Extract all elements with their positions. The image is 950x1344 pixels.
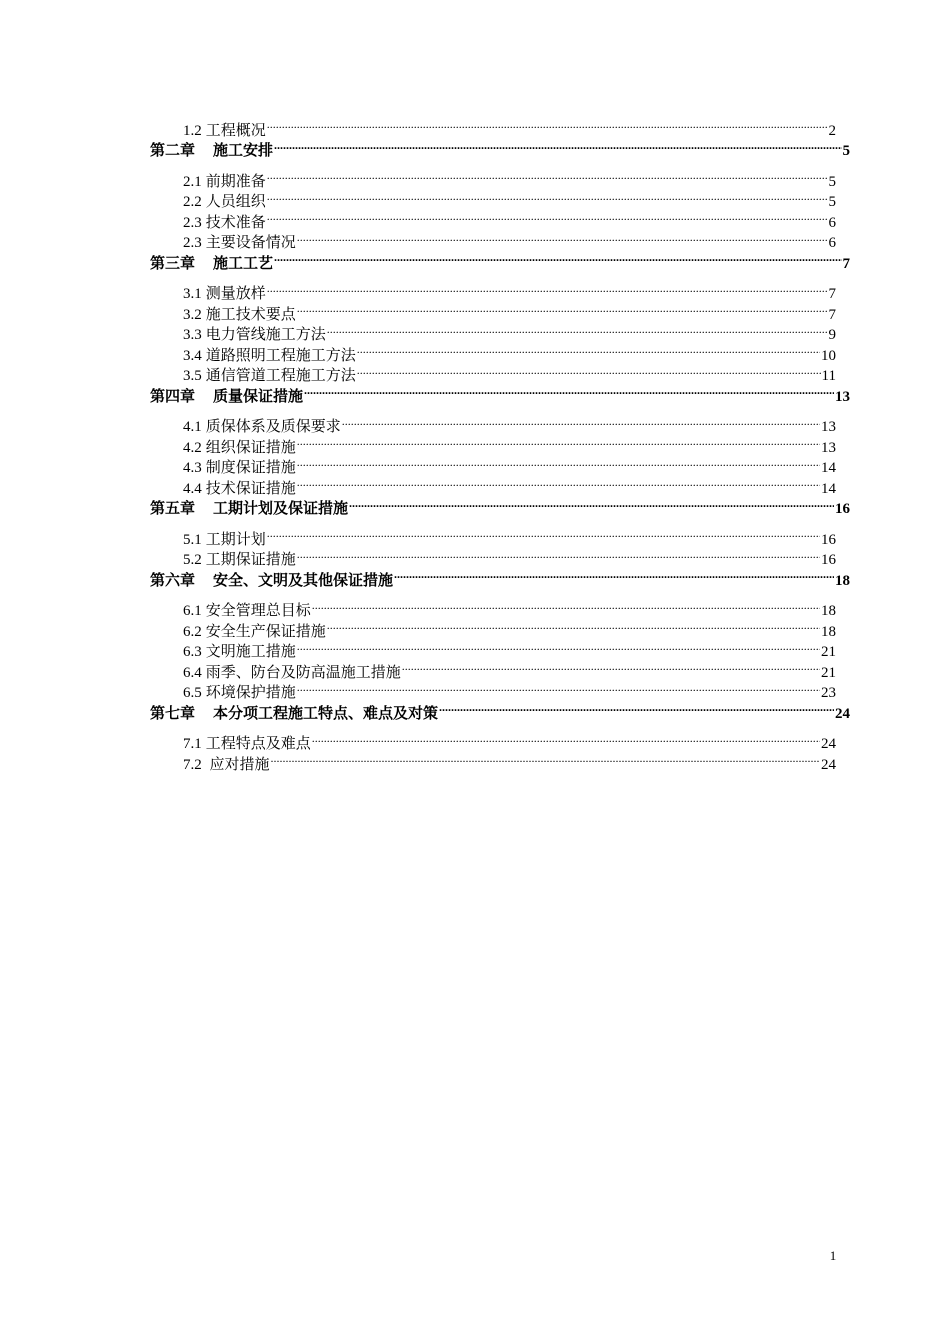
toc-chapter-page: 24 <box>835 705 850 722</box>
toc-entry-number: 3.2 <box>183 306 202 323</box>
toc-entry-title: 施工技术要点 <box>205 306 296 323</box>
toc-entry-page: 7 <box>828 306 836 323</box>
dot-leader <box>267 165 828 186</box>
toc-entry-page: 5 <box>828 194 836 210</box>
toc-entry-title: 通信管道工程施工方法 <box>205 368 356 384</box>
toc-entry-page: 6 <box>828 214 836 231</box>
dot-leader <box>394 564 834 585</box>
toc-entry-title: 制度保证措施 <box>205 460 296 476</box>
toc-entry-page: 23 <box>821 685 836 701</box>
dot-leader <box>439 697 834 718</box>
toc-chapter-7[interactable] <box>0 697 850 722</box>
toc-entry-page: 11 <box>821 368 836 384</box>
dot-leader <box>274 135 841 156</box>
toc-entry-title: 前期准备 <box>205 173 266 190</box>
toc-entry-page: 9 <box>828 327 836 343</box>
toc-entry-6-2[interactable] <box>0 615 836 640</box>
dot-leader <box>297 431 820 452</box>
dot-leader <box>297 227 828 248</box>
dot-leader <box>297 544 820 565</box>
dot-leader <box>342 411 820 432</box>
toc-chapter-number: 第三章 <box>150 255 196 272</box>
toc-entry-title: 雨季、防台及防高温施工措施 <box>205 664 401 681</box>
toc-chapter-number: 第六章 <box>150 572 196 589</box>
toc-entry-number: 5.1 <box>183 531 202 548</box>
toc-chapter-6[interactable] <box>0 564 850 589</box>
toc-entry-title: 技术准备 <box>205 214 266 231</box>
dot-leader <box>312 728 820 749</box>
toc-chapter-3[interactable] <box>0 247 850 272</box>
toc-entry-number: 6.3 <box>183 644 202 660</box>
toc-entry-4-3[interactable] <box>0 452 836 476</box>
toc-entry-page: 21 <box>821 664 836 681</box>
toc-entry-3-2[interactable] <box>0 298 836 323</box>
toc-entry-number: 2.3 <box>183 235 202 251</box>
dot-leader <box>312 595 820 616</box>
dot-leader <box>267 186 828 207</box>
dot-leader <box>297 452 820 473</box>
toc-chapter-page: 7 <box>842 255 850 272</box>
toc-entry-7-1[interactable] <box>0 728 836 752</box>
toc-chapter-title: 安全、文明及其他保证措施 <box>213 572 394 589</box>
toc-entry-6-1[interactable] <box>0 595 836 619</box>
toc-entry-number: 2.2 <box>183 194 202 210</box>
toc-entry-page: 14 <box>821 480 836 497</box>
dot-leader <box>267 114 828 135</box>
toc-chapter-number: 第五章 <box>150 501 196 517</box>
toc-entry-title: 文明施工措施 <box>205 644 296 660</box>
toc-entry-number: 4.1 <box>183 419 202 435</box>
toc-entry-number: 7.2 <box>183 756 202 773</box>
toc-entry-page: 6 <box>828 235 836 251</box>
toc-entry-2-3a[interactable] <box>0 206 836 231</box>
toc-entry-number: 4.3 <box>183 460 202 476</box>
toc-entry-number: 3.1 <box>183 286 202 302</box>
toc-entry-page: 16 <box>821 531 836 548</box>
toc-chapter-5[interactable] <box>0 493 850 517</box>
toc-entry-4-2[interactable] <box>0 431 836 456</box>
dot-leader <box>297 298 828 319</box>
toc-entry-title: 技术保证措施 <box>205 480 296 497</box>
toc-entry-page: 2 <box>828 122 836 139</box>
dot-leader <box>327 319 828 340</box>
toc-entry-number: 4.4 <box>183 480 202 497</box>
dot-leader <box>357 339 820 360</box>
toc-entry-number: 6.1 <box>183 603 202 619</box>
dot-leader <box>297 636 820 657</box>
toc-entry-title: 安全管理总目标 <box>205 603 311 619</box>
toc-entry-number: 3.4 <box>183 347 202 364</box>
toc-entry-title: 工期保证措施 <box>205 552 296 568</box>
toc-entry-3-1[interactable] <box>0 278 836 302</box>
toc-entry-page: 5 <box>828 173 836 190</box>
dot-leader <box>271 748 820 769</box>
toc-entry-5-1[interactable] <box>0 523 836 548</box>
toc-chapter-number: 第四章 <box>150 388 196 405</box>
toc-entry-4-1[interactable] <box>0 411 836 435</box>
toc-entry-number: 2.3 <box>183 214 202 231</box>
toc-entry-title: 工期计划 <box>205 531 266 548</box>
toc-entry-title: 主要设备情况 <box>205 235 296 251</box>
dot-leader <box>304 380 834 401</box>
toc-entry-6-5[interactable] <box>0 677 836 701</box>
toc-entry-title: 工程概况 <box>205 122 266 139</box>
dot-leader <box>267 278 828 299</box>
toc-chapter-page: 5 <box>842 143 850 159</box>
toc-entry-page: 16 <box>821 552 836 568</box>
toc-entry-number: 3.3 <box>183 327 202 343</box>
dot-leader <box>267 206 828 227</box>
toc-entry-number: 6.4 <box>183 664 202 681</box>
toc-chapter-page: 16 <box>835 501 850 517</box>
toc-entry-4-4[interactable] <box>0 472 836 497</box>
dot-leader <box>267 523 820 544</box>
toc-chapter-number: 第二章 <box>150 143 196 159</box>
table-of-contents <box>0 114 950 773</box>
toc-entry-page: 24 <box>821 756 836 773</box>
toc-entry-title: 应对措施 <box>205 756 270 773</box>
toc-entry-2-2[interactable] <box>0 186 836 210</box>
toc-entry-title: 测量放样 <box>205 286 266 302</box>
toc-entry-7-2[interactable] <box>0 748 836 773</box>
dot-leader <box>274 247 841 268</box>
toc-entry-title: 环境保护措施 <box>205 685 296 701</box>
dot-leader <box>349 493 834 514</box>
dot-leader <box>327 615 820 636</box>
toc-entry-number: 6.5 <box>183 685 202 701</box>
toc-entry-number: 4.2 <box>183 439 202 456</box>
dot-leader <box>297 677 820 698</box>
toc-chapter-4[interactable] <box>0 380 850 405</box>
toc-chapter-title: 施工工艺 <box>213 255 274 272</box>
toc-entry-title: 安全生产保证措施 <box>205 623 326 640</box>
dot-leader <box>402 656 820 677</box>
toc-chapter-number: 第七章 <box>150 705 196 722</box>
toc-entry-page: 18 <box>821 603 836 619</box>
toc-entry-2-3b[interactable] <box>0 227 836 251</box>
toc-entry-3-4[interactable] <box>0 339 836 364</box>
toc-chapter-title: 施工安排 <box>213 143 274 159</box>
toc-entry-2-1[interactable] <box>0 165 836 190</box>
toc-entry-title: 电力管线施工方法 <box>205 327 326 343</box>
toc-entry-1-2[interactable] <box>0 114 836 139</box>
toc-chapter-2[interactable] <box>0 135 850 159</box>
toc-chapter-page: 18 <box>835 572 850 589</box>
toc-entry-number: 3.5 <box>183 368 202 384</box>
dot-leader <box>297 472 820 493</box>
toc-entry-6-4[interactable] <box>0 656 836 681</box>
toc-entry-number: 5.2 <box>183 552 202 568</box>
toc-entry-page: 14 <box>821 460 836 476</box>
toc-entry-number: 6.2 <box>183 623 202 640</box>
toc-chapter-title: 质量保证措施 <box>213 388 304 405</box>
toc-entry-title: 人员组织 <box>205 194 266 210</box>
toc-entry-title: 道路照明工程施工方法 <box>205 347 356 364</box>
toc-entry-6-3[interactable] <box>0 636 836 660</box>
dot-leader <box>357 360 821 381</box>
toc-entry-page: 21 <box>821 644 836 660</box>
toc-entry-title: 组织保证措施 <box>205 439 296 456</box>
toc-entry-title: 质保体系及质保要求 <box>205 419 341 435</box>
toc-entry-page: 7 <box>828 286 836 302</box>
toc-entry-number: 2.1 <box>183 173 202 190</box>
toc-chapter-page: 13 <box>835 388 850 405</box>
toc-entry-3-5[interactable] <box>0 360 836 384</box>
toc-entry-3-3[interactable] <box>0 319 836 343</box>
page-number: 1 <box>829 1248 837 1263</box>
toc-entry-page: 10 <box>821 347 836 364</box>
toc-entry-page: 13 <box>821 439 836 456</box>
toc-entry-page: 24 <box>821 736 836 752</box>
toc-entry-title: 工程特点及难点 <box>205 736 311 752</box>
toc-chapter-title: 工期计划及保证措施 <box>213 501 349 517</box>
toc-entry-number: 7.1 <box>183 736 202 752</box>
toc-entry-page: 13 <box>821 419 836 435</box>
toc-entry-5-2[interactable] <box>0 544 836 568</box>
toc-entry-page: 18 <box>821 623 836 640</box>
toc-chapter-title: 本分项工程施工特点、难点及对策 <box>213 705 439 722</box>
toc-entry-number: 1.2 <box>183 122 202 139</box>
